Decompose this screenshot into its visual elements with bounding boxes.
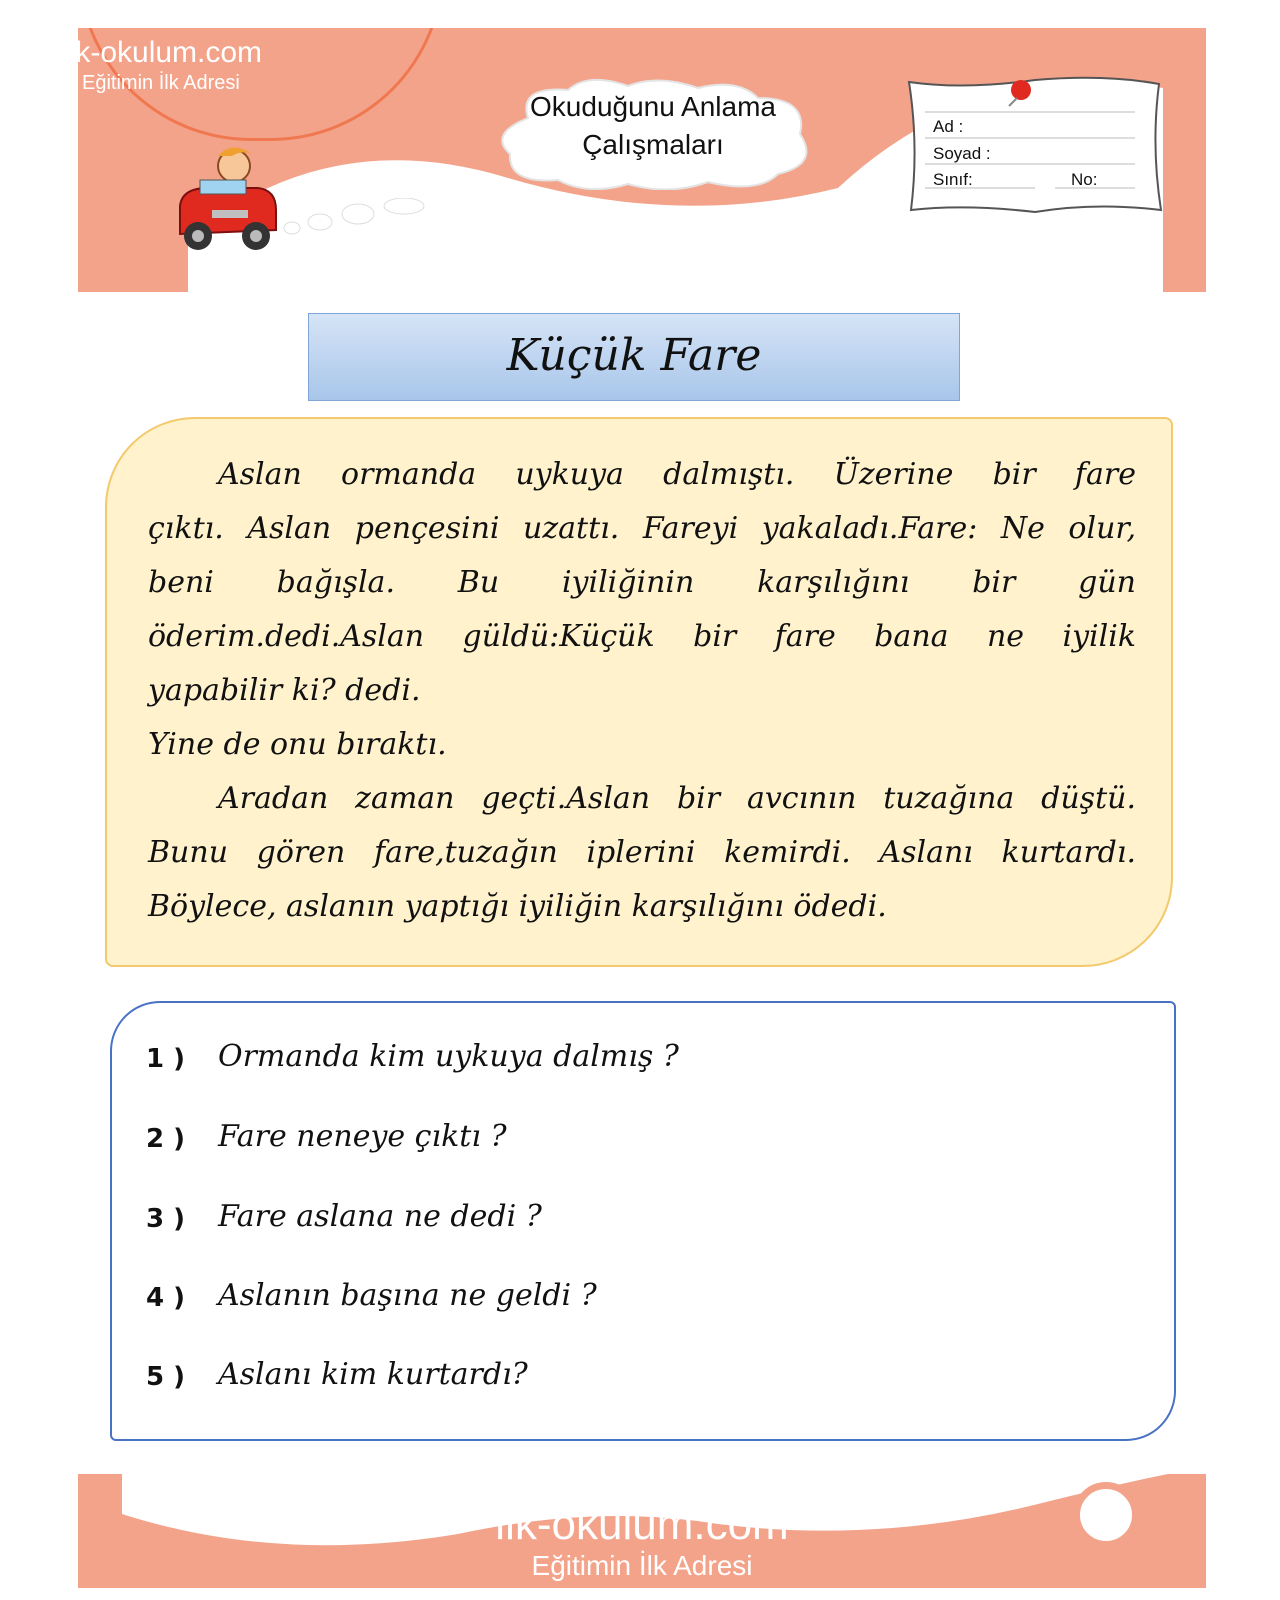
name-field-label: Ad :: [933, 117, 964, 136]
story-line-5: yapabilir ki? dedi.: [148, 673, 421, 708]
worksheet-title: [488, 88, 818, 164]
question-text-5: Aslanı kim kurtardı?: [218, 1357, 528, 1392]
worksheet-title-line1: Okuduğunu Anlama: [530, 91, 776, 122]
number-field-label: No:: [1071, 170, 1098, 189]
story-line-9: Böylece, aslanın yaptığı iyiliğin karşılığını ödedi.: [148, 889, 887, 924]
question-text-1: Ormanda kim uykuya dalmış ?: [218, 1039, 679, 1074]
story-line-8: Bunu gören fare,tuzağın iplerini kemirdi. Aslanı kurtardı.: [148, 835, 1136, 870]
question-number-4: 4 ): [146, 1283, 186, 1313]
question-text-2: Fare neneye çıktı ?: [218, 1119, 507, 1154]
question-number-5: 5 ): [146, 1362, 186, 1392]
question-number-3: 3 ): [146, 1204, 186, 1234]
logo-slogan: Eğitimin İlk Adresi: [82, 72, 240, 94]
story-line-7: Aradan zaman geçti.Aslan bir avcının tuzağına düştü.: [218, 781, 1136, 816]
story-title: Küçük Fare: [506, 330, 762, 381]
story-line-4: öderim.dedi.Aslan güldü:Küçük bir fare bana ne iyilik: [148, 619, 1136, 654]
class-field-label: Sınıf:: [933, 170, 973, 189]
footer-site-name[interactable]: ilk-okulum.com: [495, 1500, 789, 1549]
question-number-2: 2 ): [146, 1124, 186, 1154]
footer-slogan: Eğitimin İlk Adresi: [531, 1550, 753, 1581]
question-text-4: Aslanın başına ne geldi ?: [218, 1278, 597, 1313]
logo-site-name[interactable]: ilk-okulum.com: [62, 36, 263, 69]
surname-field-label: Soyad :: [933, 144, 991, 163]
story-line-2: çıktı. Aslan pençesini uzattı. Fareyi yakaladı.Fare: Ne olur,: [148, 511, 1136, 546]
question-text-3: Fare aslana ne dedi ?: [218, 1199, 542, 1234]
thought-bubble-dots: [280, 198, 480, 238]
story-line-1: Aslan ormanda uykuya dalmıştı. Üzerine bir fare: [218, 457, 1136, 492]
worksheet-title-line2: Çalışmaları: [582, 129, 724, 160]
cartoon-car-driver-icon: [172, 144, 282, 262]
story-line-3: beni bağışla. Bu iyiliğinin karşılığını bir gün: [148, 565, 1136, 600]
story-line-6: Yine de onu bıraktı.: [148, 727, 447, 762]
question-number-1: 1 ): [146, 1044, 186, 1074]
